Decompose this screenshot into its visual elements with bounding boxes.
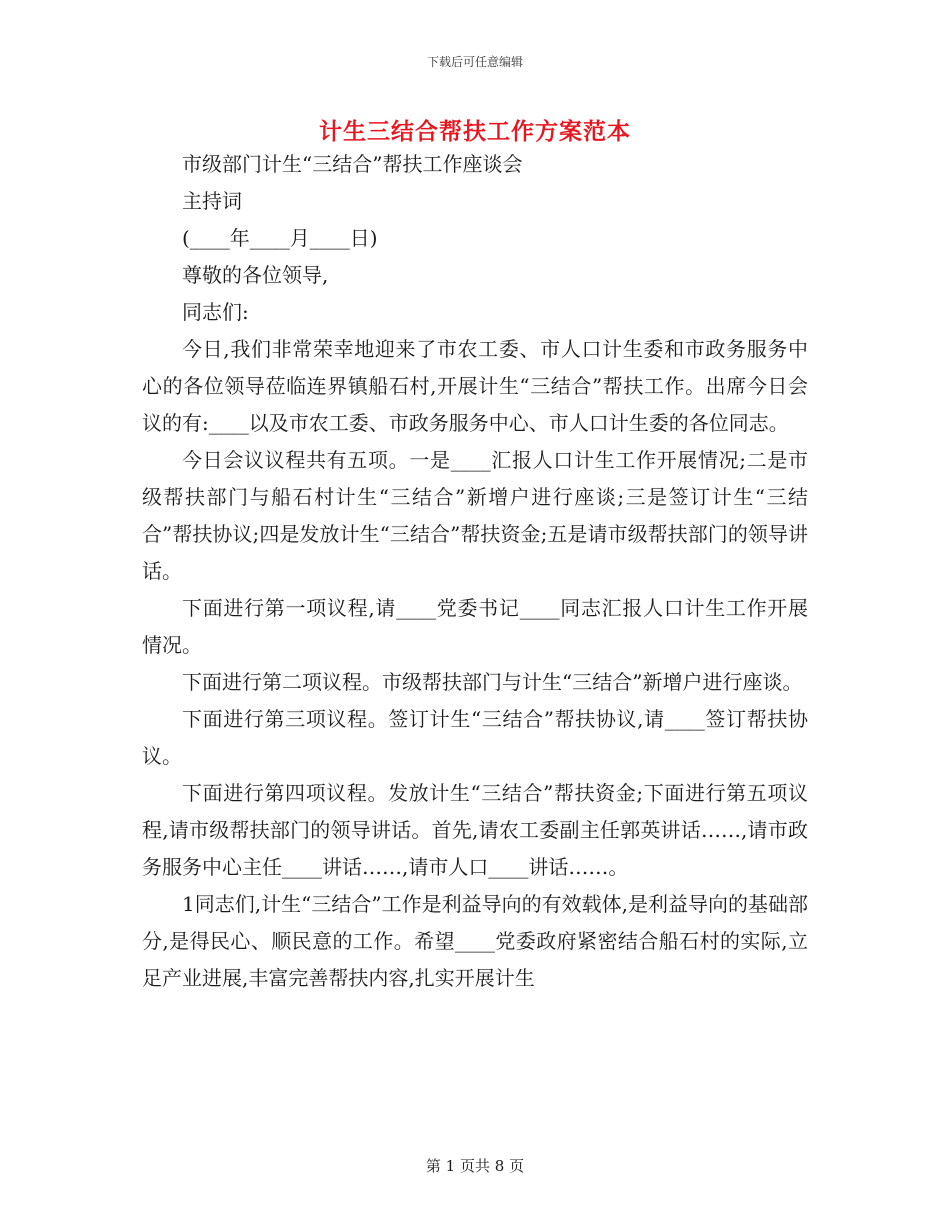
paragraph: 尊敬的各位领导, — [182, 263, 329, 287]
page-footer: 第 1 页共 8 页 — [425, 1157, 525, 1175]
header-note: 下载后可任意编辑 — [426, 55, 523, 69]
document-title: 计生三结合帮扶工作方案范本 — [319, 119, 631, 145]
document-body — [142, 146, 808, 997]
paragraph: 今日,我们非常荣幸地迎来了市农工委、市人口计生委和市政务服务中心的各位领导莅临连界镇船石村,开展计生“三结合”帮扶工作。出席今日会议的有:____以及市农工委、市政务服务中心、市人口计生委的各位同志。 — [142, 337, 808, 435]
paragraph: 今日会议议程共有五项。一是____汇报人口计生工作开展情况;二是市级帮扶部门与船石村计生“三结合”新增户进行座谈;三是签订计生“三结合”帮扶协议;四是发放计生“三结合”帮扶资金;五是请市级帮扶部门的领导讲话。 — [142, 448, 808, 583]
paragraph: 下面进行第四项议程。发放计生“三结合”帮扶资金;下面进行第五项议程,请市级帮扶部门的领导讲话。首先,请农工委副主任郭英讲话……,请市政务服务中心主任____讲话……,请市人口____讲话……。 — [142, 781, 808, 879]
paragraph: 市级部门计生“三结合”帮扶工作座谈会 — [182, 152, 523, 176]
paragraph: 1同志们,计生“三结合”工作是利益导向的有效载体,是利益导向的基础部分,是得民心、顺民意的工作。希望____党委政府紧密结合船石村的实际,立足产业进展,丰富完善帮扶内容,扎实开展计生 — [142, 892, 808, 990]
paragraph: (____年____月____日) — [182, 226, 378, 250]
paragraph: 下面进行第一项议程,请____党委书记____同志汇报人口计生工作开展情况。 — [142, 596, 808, 657]
paragraph: 下面进行第三项议程。签订计生“三结合”帮扶协议,请____签订帮扶协议。 — [142, 707, 808, 768]
paragraph: 下面进行第二项议程。市级帮扶部门与计生“三结合”新增户进行座谈。 — [182, 670, 803, 694]
paragraph: 主持词 — [182, 189, 242, 213]
paragraph: 同志们: — [182, 300, 249, 324]
